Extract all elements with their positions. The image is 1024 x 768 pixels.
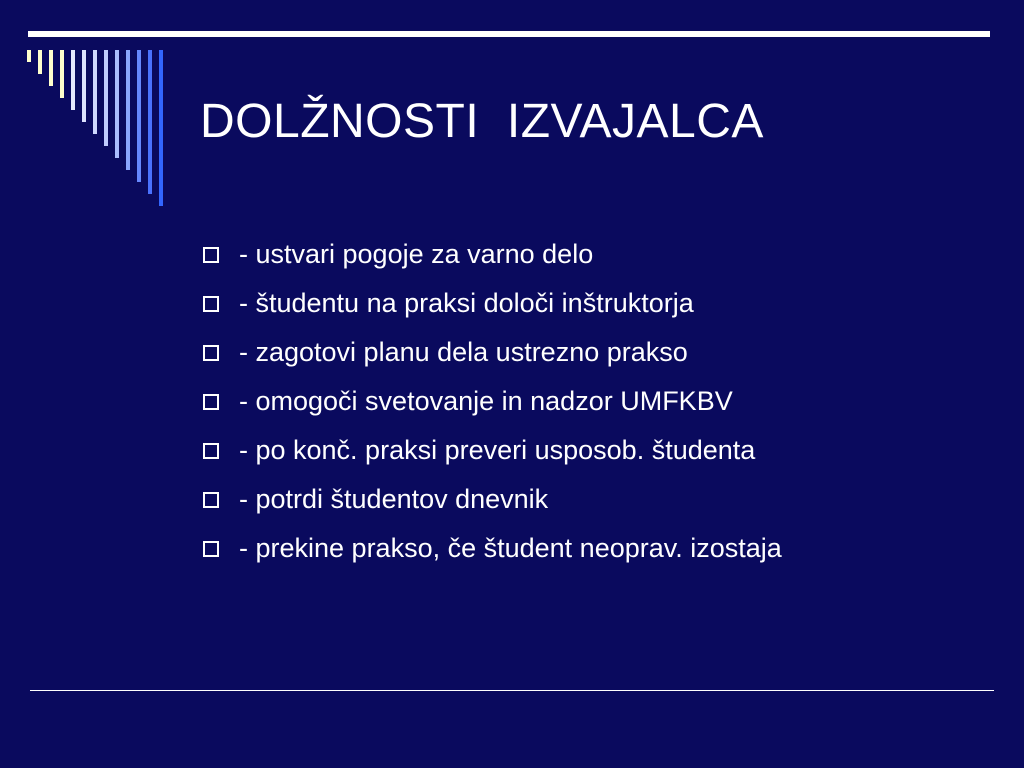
decorative-bar xyxy=(93,50,97,134)
list-item-text: - potrdi študentov dnevnik xyxy=(239,484,549,514)
slide-title: DOLŽNOSTI IZVAJALCA xyxy=(200,95,764,148)
bottom-rule xyxy=(30,690,994,691)
list-item xyxy=(200,475,782,524)
list-item xyxy=(200,426,782,475)
list-item-text: - zagotovi planu dela ustrezno prakso xyxy=(239,337,688,367)
list-item-text: - študentu na praksi določi inštruktorja xyxy=(239,288,694,318)
decorative-bars xyxy=(0,0,180,220)
hollow-square-bullet-icon xyxy=(203,296,219,312)
list-item xyxy=(200,328,782,377)
list-item-text: - ustvari pogoje za varno delo xyxy=(239,239,594,269)
hollow-square-bullet-icon xyxy=(203,247,219,263)
decorative-bar xyxy=(27,50,31,62)
decorative-bar xyxy=(71,50,75,110)
list-item-text: - omogoči svetovanje in nadzor UMFKBV xyxy=(239,386,733,416)
list-item xyxy=(200,230,782,279)
bullet-list xyxy=(200,230,782,573)
decorative-bar xyxy=(126,50,130,170)
list-item xyxy=(200,279,782,328)
decorative-bar xyxy=(60,50,64,98)
list-item xyxy=(200,524,782,573)
decorative-bar xyxy=(38,50,42,74)
hollow-square-bullet-icon xyxy=(203,492,219,508)
decorative-bar xyxy=(104,50,108,146)
list-item xyxy=(200,377,782,426)
decorative-bar xyxy=(49,50,53,86)
decorative-bar xyxy=(159,50,163,206)
decorative-bar xyxy=(137,50,141,182)
list-item-text: - po konč. praksi preveri usposob. študenta xyxy=(239,435,756,465)
hollow-square-bullet-icon xyxy=(203,443,219,459)
decorative-bar xyxy=(82,50,86,122)
decorative-bar xyxy=(115,50,119,158)
hollow-square-bullet-icon xyxy=(203,394,219,410)
decorative-bar xyxy=(148,50,152,194)
hollow-square-bullet-icon xyxy=(203,541,219,557)
list-item-text: - prekine prakso, če študent neoprav. izostaja xyxy=(239,533,782,563)
hollow-square-bullet-icon xyxy=(203,345,219,361)
